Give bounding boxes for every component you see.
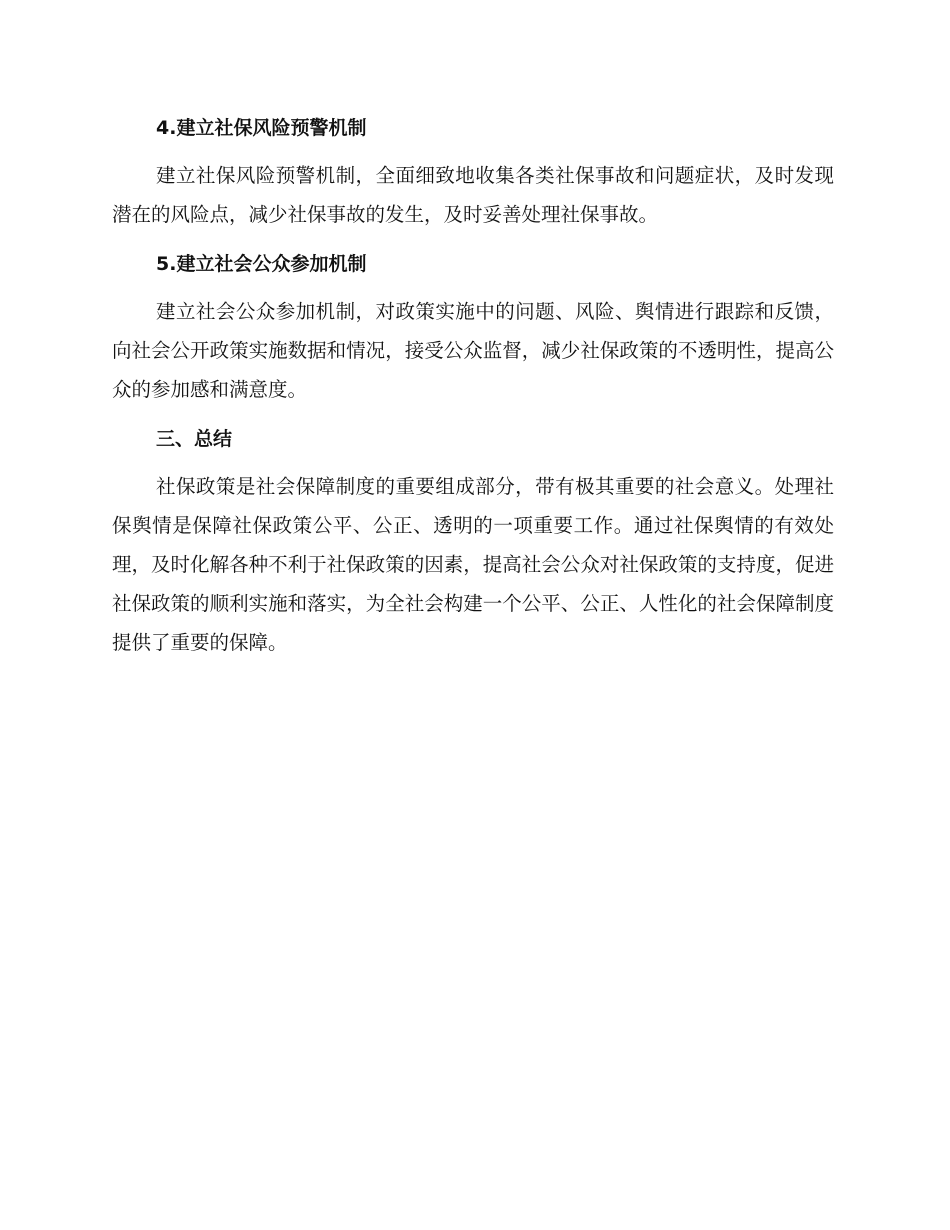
- section-heading-public-participation: 5.建立社会公众参加机制: [156, 253, 367, 275]
- section-paragraph-summary: 社保政策是社会保障制度的重要组成部分，带有极其重要的社会意义。处理社保舆情是保障社保政策公平、公正、透明的一项重要工作。通过社保舆情的有效处理，及时化解各种不利于社保政策的因素，提高社会公众对社保政策的支持度，促进社保政策的顺利实施和落实，为全社会构建一个公平、公正、人性化的社会保障制度提供了重要的保障。: [112, 475, 834, 654]
- section-heading-summary: 三、总结: [156, 428, 233, 450]
- section-paragraph-risk-warning: 建立社保风险预警机制，全面细致地收集各类社保事故和问题症状，及时发现潜在的风险点，减少社保事故的发生，及时妥善处理社保事故。: [112, 164, 834, 226]
- document-page: [112, 110, 834, 662]
- section-paragraph-public-participation: 建立社会公众参加机制，对政策实施中的问题、风险、舆情进行跟踪和反馈，向社会公开政策实施数据和情况，接受公众监督，减少社保政策的不透明性，提高公众的参加感和满意度。: [112, 300, 834, 401]
- section-heading-risk-warning: 4.建立社保风险预警机制: [156, 117, 367, 139]
